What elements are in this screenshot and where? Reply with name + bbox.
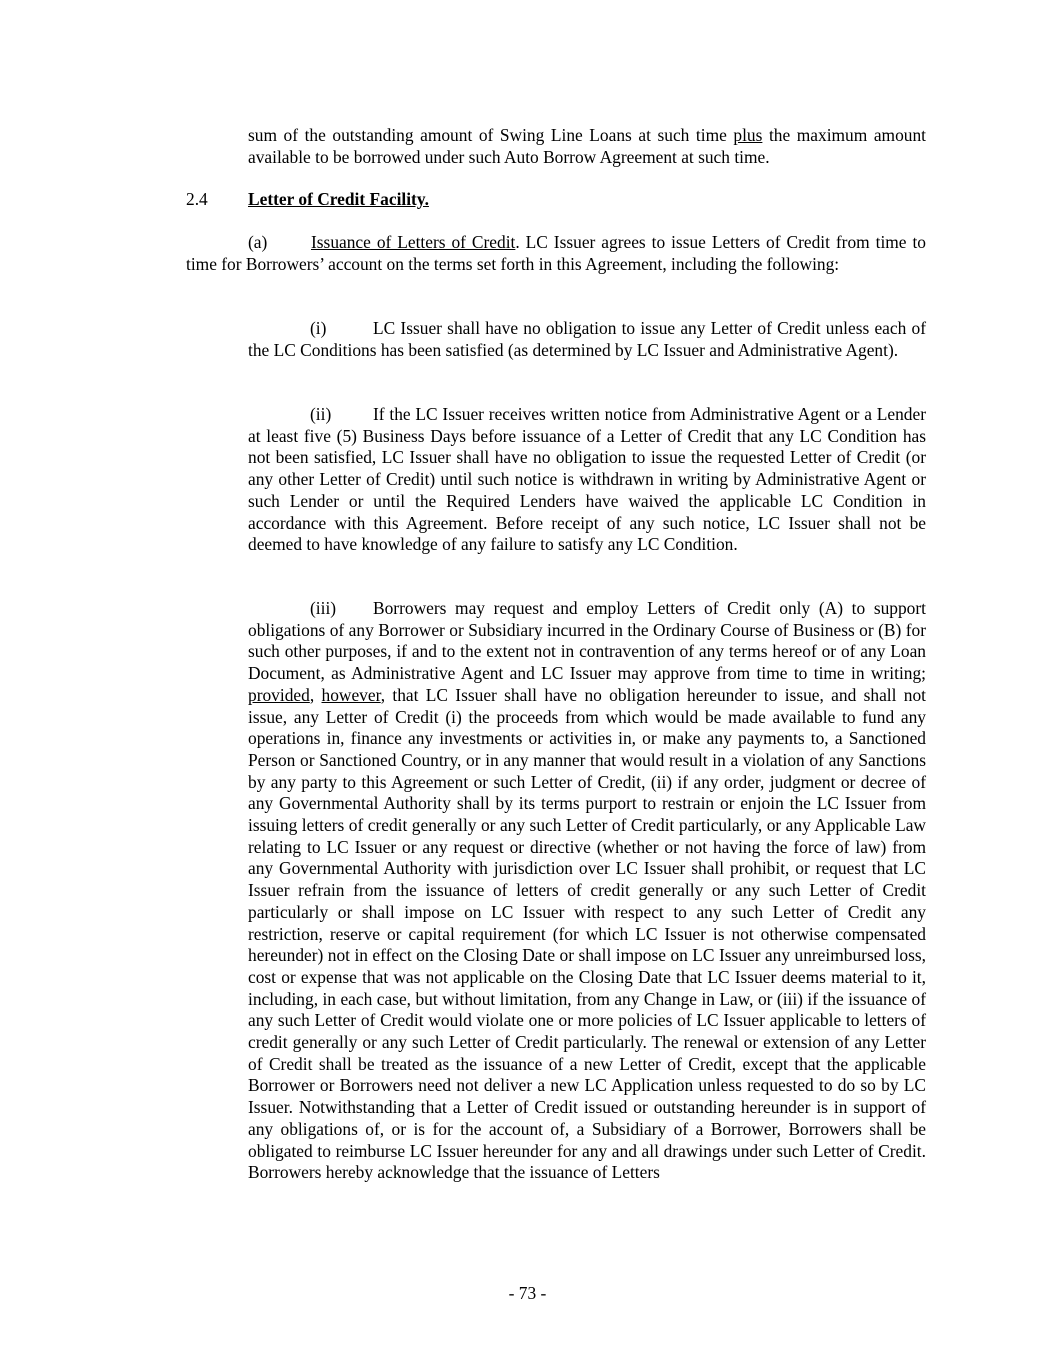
paragraph-iii (248, 598, 926, 1184)
paragraph-ii-label: (ii) (310, 404, 332, 424)
paragraph-iii-sep: , (309, 684, 322, 705)
paragraph-iii-text-2: , that LC Issuer shall have no obligation hereunder to issue, and shall not issue, any Letter of Credit (i) the proceeds from which would be made available to fund any operations in, finance any investments or activities in, or make any payments to, a Sanctioned Person or Sanctioned Country, or in any manner that would result in a violation of any Sanctions by any party to this Agreement or such Letter of Credit, (ii) if any order, judgment or decree of any Governmental Authority shall by its terms purport to restrain or enjoin the LC Issuer from issuing letters of credit generally or any such Letter of Credit particularly, or any Applicable Law relating to LC Issuer or any request or directive (whether or not having the force of law) from any Governmental Authority with jurisdiction over LC Issuer shall prohibit, or request that LC Issuer refrain from the issuance of letters of credit generally or any such Letter of Credit particularly or shall impose on LC Issuer with respect to any such Letter of Credit any restriction, reserve or capital requirement (for which LC Issuer is not otherwise compensated hereunder) not in effect on the Closing Date or shall impose on LC Issuer any unreimbursed loss, cost or expense that was not applicable on the Closing Date that LC Issuer deems material to it, including, in each case, but without limitation, from any Change in Law, or (iii) if the issuance of any such Letter of Credit would violate one or more policies of LC Issuer applicable to letters of credit generally or any such Letter of Credit particularly. The renewal or extension of any Letter of Credit shall be treated as the issuance of a new Letter of Credit, except that the applicable Borrower or Borrowers need not deliver a new LC Application unless requested to do so by LC Issuer. Notwithstanding that a Letter of Credit issued or outstanding hereunder is in support of any obligations of, or is for the account of, a Subsidiary of a Borrower, Borrowers shall be obligated to reimburse LC Issuer hereunder for any and all drawings under such Letter of Credit. Borrowers hereby acknowledge that the issuance of Letters (248, 684, 926, 1183)
continuation-text-pre: sum of the outstanding amount of Swing Line Loans at such time (248, 125, 734, 145)
page-number: - 73 - (508, 1283, 547, 1303)
section-number: 2.4 (186, 189, 208, 209)
paragraph-i-label: (i) (310, 318, 327, 338)
paragraph-iii-however: however (321, 684, 381, 705)
paragraph-i-text: LC Issuer shall have no obligation to issue any Letter of Credit unless each of the LC Conditions has been satisfied (as determined by LC Issuer and Administrative Agent). (248, 318, 926, 360)
continuation-paragraph (248, 125, 926, 168)
paragraph-iii-label: (iii) (310, 598, 337, 618)
paragraph-a-heading: Issuance of Letters of Credit (311, 232, 516, 252)
paragraph-ii (248, 404, 926, 556)
continuation-text-post: the maximum amount available to be borrowed under such Auto Borrow Agreement at such time. (248, 125, 926, 167)
paragraph-a-label: (a) (248, 232, 268, 252)
paragraph-a (186, 232, 926, 275)
paragraph-a-text: . LC Issuer agrees to issue Letters of Credit from time to time for Borrowers’ account on the terms set forth in this Agreement, including the following: (186, 232, 926, 274)
paragraph-i (248, 318, 926, 361)
section-title: Letter of Credit Facility. (248, 189, 429, 209)
paragraph-iii-provided: provided (248, 684, 310, 705)
paragraph-ii-text: If the LC Issuer receives written notice from Administrative Agent or a Lender at least five (5) Business Days before issuance of a Letter of Credit that any LC Condition has not been satisfied, LC Issuer shall have no obligation to issue the requested Letter of Credit (or any other Letter of Credit) until such notice is withdrawn in writing by Administrative Agent or such Lender or until the Required Lenders have waived the applicable LC Condition in accordance with this Agreement. Before receipt of any such notice, LC Issuer shall not be deemed to have knowledge of any failure to satisfy any LC Condition. (248, 404, 926, 555)
paragraph-iii-text-1: Borrowers may request and employ Letters of Credit only (A) to support obligations of any Borrower or Subsidiary incurred in the Ordinary Course of Business or (B) for such other purposes, if and to the extent not in contravention of any terms hereof or of any Loan Document, as Administrative Agent and LC Issuer may approve from time to time in writing; (248, 598, 926, 684)
continuation-plus: plus (733, 125, 763, 145)
